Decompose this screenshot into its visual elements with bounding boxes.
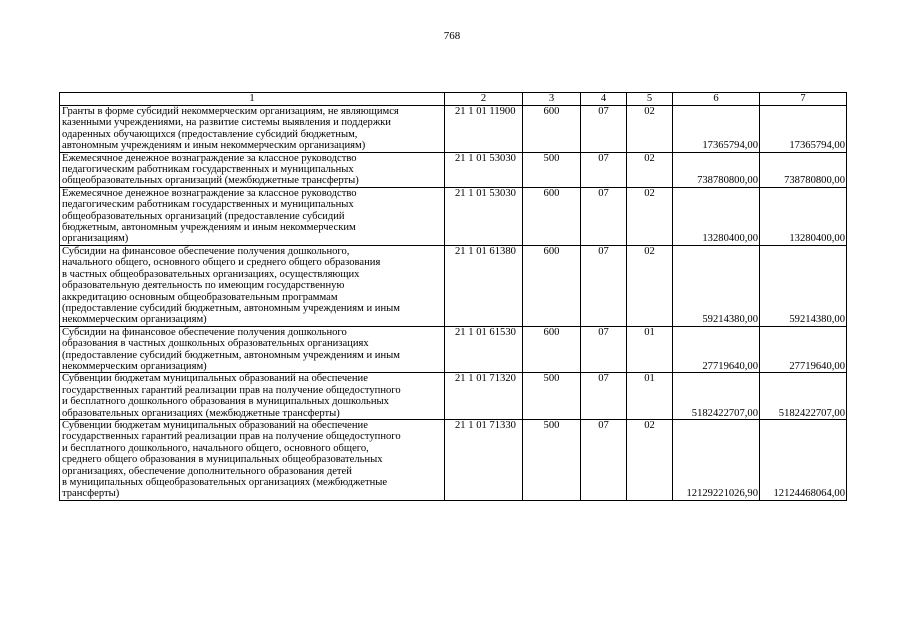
header-cell: 3 xyxy=(523,93,581,106)
row-amount-col6: 12129221026,90 xyxy=(673,419,760,500)
description-line: в муниципальных общеобразовательных организациях (межбюджетные xyxy=(62,477,388,488)
description-line: начального общего, основного общего и среднего общего образования xyxy=(62,257,381,269)
header-row xyxy=(60,93,847,106)
description-line: Субвенции бюджетам муниципальных образований на обеспечение xyxy=(62,373,368,385)
description-line: общеобразовательных организаций (предоставление субсидий xyxy=(62,210,345,222)
description-line: организациях, обеспечение дополнительного образования детей xyxy=(62,465,352,477)
description-line: аккредитацию основным общеобразовательным программам xyxy=(62,291,338,303)
row-code: 21 1 01 61530 xyxy=(445,326,523,373)
row-col4: 07 xyxy=(581,373,627,420)
row-col5: 01 xyxy=(627,326,673,373)
row-col3: 600 xyxy=(523,187,581,245)
row-col5: 02 xyxy=(627,245,673,326)
row-col3: 500 xyxy=(523,373,581,420)
description-line: государственных гарантий реализации прав на получение общедоступного xyxy=(62,431,401,443)
description-line: и бесплатного дошкольного образования в муниципальных дошкольных xyxy=(62,396,389,408)
row-col3: 500 xyxy=(523,152,581,187)
row-description xyxy=(60,419,445,500)
row-amount-col7: 738780800,00 xyxy=(760,152,847,187)
description-line: некоммерческим организациям) xyxy=(62,314,207,326)
description-line: организациям) xyxy=(62,233,129,245)
row-amount-col6: 59214380,00 xyxy=(673,245,760,326)
description-line: одаренных обучающихся (предоставление субсидий бюджетным, xyxy=(62,128,358,140)
row-col3: 600 xyxy=(523,106,581,153)
row-amount-col6: 5182422707,00 xyxy=(673,373,760,420)
row-description xyxy=(60,326,445,373)
description-line: среднего общего образования в муниципальных общеобразовательных xyxy=(62,454,383,466)
header-cell: 1 xyxy=(60,93,445,106)
table-row xyxy=(60,419,847,500)
table-row xyxy=(60,326,847,373)
description-line: образования в частных дошкольных образовательных организациях xyxy=(62,338,369,350)
description-line: в частных общеобразовательных организациях, осуществляющих xyxy=(62,268,360,280)
description-line: некоммерческим организациям) xyxy=(62,360,207,372)
row-amount-col6: 738780800,00 xyxy=(673,152,760,187)
table-row xyxy=(60,245,847,326)
row-amount-col7: 27719640,00 xyxy=(760,326,847,373)
table-row xyxy=(60,373,847,420)
row-col5: 02 xyxy=(627,187,673,245)
header-cell: 4 xyxy=(581,93,627,106)
row-description xyxy=(60,106,445,153)
description-line: бюджетным, автономным учреждениям и иным некоммерческим xyxy=(62,222,356,234)
description-line: (предоставление субсидий бюджетным, автономным учреждениям и иным xyxy=(62,349,400,361)
row-col3: 600 xyxy=(523,326,581,373)
row-code: 21 1 01 61380 xyxy=(445,245,523,326)
row-amount-col7: 12124468064,00 xyxy=(760,419,847,500)
row-col4: 07 xyxy=(581,152,627,187)
row-col5: 02 xyxy=(627,152,673,187)
row-amount-col6: 13280400,00 xyxy=(673,187,760,245)
table-row xyxy=(60,106,847,153)
row-col5: 02 xyxy=(627,419,673,500)
row-col3: 600 xyxy=(523,245,581,326)
header-cell: 2 xyxy=(445,93,523,106)
description-line: педагогическим работникам государственных и муниципальных xyxy=(62,164,354,176)
row-amount-col7: 59214380,00 xyxy=(760,245,847,326)
description-line: Субвенции бюджетам муниципальных образований на обеспечение xyxy=(62,419,368,431)
description-line: Ежемесячное денежное вознаграждение за классное руководство xyxy=(62,187,357,199)
row-col4: 07 xyxy=(581,419,627,500)
description-line: Гранты в форме субсидий некоммерческим организациям, не являющимся xyxy=(62,106,399,117)
description-line: и бесплатного дошкольного, начального общего, основного общего, xyxy=(62,442,369,454)
description-line: общеобразовательных организаций (межбюджетные трансферты) xyxy=(62,175,359,187)
row-description xyxy=(60,152,445,187)
row-col4: 07 xyxy=(581,106,627,153)
description-line: казенными учреждениями, на развитие системы выявления и поддержки xyxy=(62,117,391,129)
description-line: трансферты) xyxy=(62,488,120,500)
description-line: образовательную деятельность по имеющим государственную xyxy=(62,280,345,292)
row-col4: 07 xyxy=(581,187,627,245)
row-code: 21 1 01 71320 xyxy=(445,373,523,420)
description-line: государственных гарантий реализации прав на получение общедоступного xyxy=(62,384,401,396)
description-line: образовательных организациях (межбюджетные трансферты) xyxy=(62,407,340,419)
row-col4: 07 xyxy=(581,245,627,326)
row-description xyxy=(60,373,445,420)
row-col5: 02 xyxy=(627,106,673,153)
description-line: Ежемесячное денежное вознаграждение за классное руководство xyxy=(62,152,357,164)
page-number: 768 xyxy=(443,30,461,42)
header-cell: 5 xyxy=(627,93,673,106)
row-code: 21 1 01 53030 xyxy=(445,152,523,187)
header-cell: 6 xyxy=(673,93,760,106)
header-cell: 7 xyxy=(760,93,847,106)
description-line: автономным учреждениям и иным некоммерческим организациям) xyxy=(62,140,366,152)
row-amount-col7: 17365794,00 xyxy=(760,106,847,153)
row-amount-col6: 17365794,00 xyxy=(673,106,760,153)
row-amount-col6: 27719640,00 xyxy=(673,326,760,373)
row-col4: 07 xyxy=(581,326,627,373)
row-code: 21 1 01 71330 xyxy=(445,419,523,500)
row-description xyxy=(60,245,445,326)
row-col5: 01 xyxy=(627,373,673,420)
description-line: педагогическим работникам государственных и муниципальных xyxy=(62,199,354,211)
description-line: Субсидии на финансовое обеспечение получения дошкольного, xyxy=(62,245,350,257)
description-line: Субсидии на финансовое обеспечение получения дошкольного xyxy=(62,326,347,338)
row-amount-col7: 13280400,00 xyxy=(760,187,847,245)
description-line: (предоставление субсидий бюджетным, автономным учреждениям и иным xyxy=(62,302,400,314)
table-row xyxy=(60,187,847,245)
budget-table xyxy=(59,92,847,501)
table-row xyxy=(60,152,847,187)
row-code: 21 1 01 53030 xyxy=(445,187,523,245)
row-col3: 500 xyxy=(523,419,581,500)
row-amount-col7: 5182422707,00 xyxy=(760,373,847,420)
row-code: 21 1 01 11900 xyxy=(445,106,523,153)
row-description xyxy=(60,187,445,245)
